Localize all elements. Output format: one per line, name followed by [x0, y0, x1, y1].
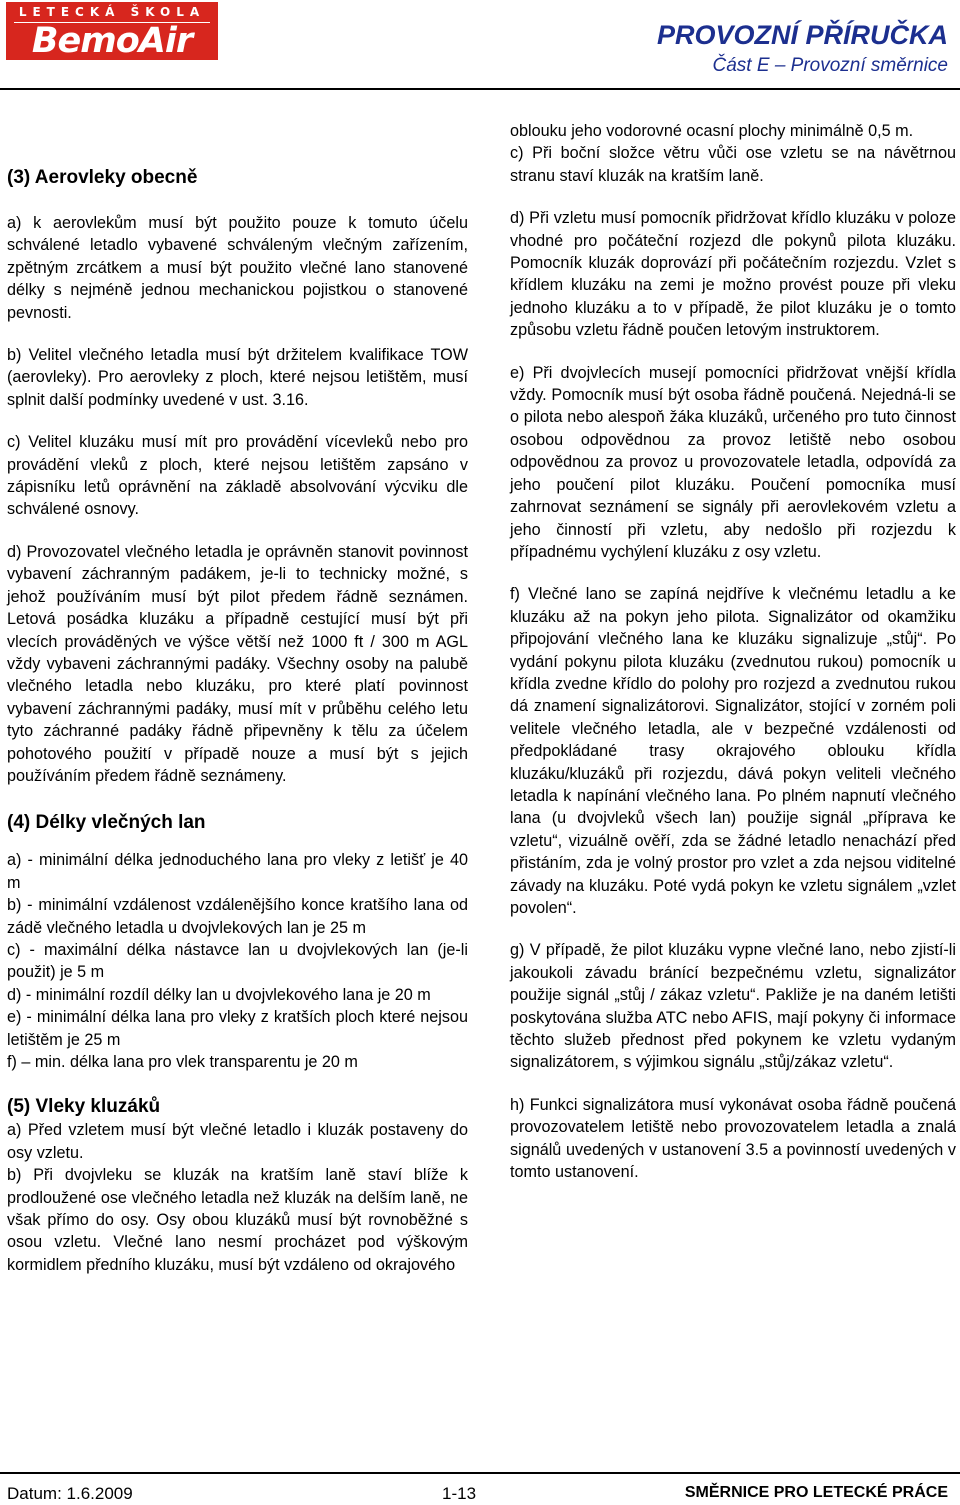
section-heading-3: (3) Aerovleky obecně: [7, 167, 198, 188]
list-item-4e: e) - minimální délka lana pro vleky z kratších ploch které nejsou letištěm je 25 m: [7, 1008, 468, 1049]
left-column: [7, 110, 468, 1276]
paragraph-5h: h) Funkci signalizátora musí vykonávat osoba řádně poučená provozovatelem letiště nebo provozovatelem letadla a znalá signálů uvedených v ustanovení 3.5 a povinností uvedených v tomto ustanovení.: [510, 1095, 956, 1182]
page-number: 1-13: [442, 1484, 477, 1503]
list-item-4c: c) - maximální délka nástavce lan u dvojvlekových lan (je-li použit) je 5 m: [7, 940, 468, 982]
paragraph-5g: g) V případě, že pilot kluzáku vypne vlečné lano, nebo zjistí-li jakoukoli závadu bránící bezpečnému vzletu, signalizátor použije signál „stůj / zákaz vzletu“. Pakliže je na daném letišti poskytována služba ATC nebo AFIS, mají pokyny či informace těchto služeb přednost před pokynem ke vzletu vydaným signalizátorem, s výjimkou signálu „stůj/zákaz vzletu“.: [510, 941, 956, 1072]
section-heading-4: (4) Délky vlečných lan: [7, 812, 206, 834]
paragraph-3b: b) Velitel vlečného letadla musí být držitelem kvalifikace TOW (aerovleky). Pro aerovleky z ploch, které nejsou letištěm, musí splnit další podmínky uvedené v ust. 3.16.: [7, 346, 468, 409]
paragraph-3c: c) Velitel kluzáku musí mít pro provádění vícevleků nebo pro provádění vleků z ploch, které nejsou letištěm zapsáno v zápisníku letů oprávnění na základě absolvování výcviku dle schválené osnovy.: [7, 433, 468, 519]
paragraph-5c: c) Při boční složce větru vůči ose vzletu se na návětrnou stranu staví kluzák na kratším laně.: [510, 144, 956, 185]
logo-school-text: LETECKÁ ŠKOLA: [18, 5, 206, 19]
paragraph-3d: d) Provozovatel vlečného letadla je oprávněn stanovit povinnost vybavení záchranným padákem, je-li to technicky možné, s jehož používáním musí být pilot předem řádně seznámen. Letová posádka kluzáku a případně cestující musí být při vlecích prováděných ve výšce větší než 1000 ft / 300 m AGL vždy vybaveni záchrannými padáky. Všechny osoby na palubě vlečného letadla nebo kluzáku, pro které platí povinnost vybavení záchrannými padáky, musí mít v průběhu celého letu tyto záchranné padáky řádně připevněny k tělu za účelem pohotového použití v případě nouze a musí být s jejich používáním předem řádně seznámeny.: [7, 542, 468, 785]
footer-date: Datum: 1.6.2009: [7, 1484, 133, 1503]
manual-subtitle: Část E – Provozní směrnice: [712, 55, 948, 76]
paragraph-5e: e) Při dvojvlecích musejí pomocníci přidržovat vnější křídla vždy. Pomocník musí být osoba řádně poučená. Nejedná-li se o pilota nebo alespoň žáka kluzáků, určeného pro tuto činnost osobou odpovědnou za provoz letiště nebo osobou odpovědnou za provoz u provozovatele letadla, odpovídá za jeho poučení pilot kluzáku. Poučení pomocníka musí zahrnovat seznámení se signály při aerovlekovém vzletu a jeho činností při vzletu, aby nedošlo při rozjezdu k případnému vychýlení kluzáku z osy vzletu.: [510, 363, 956, 561]
paragraph-5d: d) Při vzletu musí pomocník přidržovat křídlo kluzáku v poloze vhodné pro počáteční rozjezd dle pokynů pilota kluzáku. Pomocník kluzák doprovází při počátečním rozjezdu. Vzlet s křídlem kluzáku na zemi je možno provést pouze při vleku jednoho kluzáku a to v případě, že pilot kluzáku je o tomto způsobu vzletu řádně poučen letovým instruktorem.: [510, 209, 956, 340]
bemoair-logo: [6, 2, 218, 60]
list-item-4a: a) - minimální délka jednoduchého lana pro vleky z letišť je 40 m: [7, 851, 468, 892]
header-rule: [0, 88, 960, 90]
manual-title: PROVOZNÍ PŘÍRUČKA: [656, 20, 948, 50]
footer-document-name: SMĚRNICE PRO LETECKÉ PRÁCE: [684, 1484, 948, 1501]
logo-brand-name: BemoAir: [31, 21, 193, 61]
section-heading-5: (5) Vleky kluzáků: [7, 1096, 161, 1118]
footer-rule: [0, 1472, 960, 1474]
paragraph-5f: f) Vlečné lano se zapíná nejdříve k vlečnému letadlu a ke kluzáku až na pokyn jeho pilota. Signalizátor od okamžiku připojování vlečného lana ke kluzáku signalizuje „stůj“. Po vydání pokynu pilota kluzáku (zvednutou rukou) pomocník u křídla zvedne křídlo do polohy pro rozjezd a zvednutou rukou dá znamení signalizátorovi. Signalizátor, stojící v zorném poli velitele vlečného letadla, ale v bezpečné vzdálenosti od předpokládané trasy okrajového oblouku křídla kluzáku/kluzáků při rozjezdu, dává pokyn veliteli vlečného letadla k napínání vlečného lana. Po plném napnutí vlečného lana (u dvojvleků všech lan) použije signál „příprava ke vzletu“, vizuálně ověří, zda se žádné letadlo nenachází před přistáním, zda je volný prostor pro vzlet a zda nejsou viditelné závady na kluzáku. Poté vydá pokyn ke vzletu signálem „vzlet povolen“.: [510, 585, 956, 917]
paragraph-5b: b) Při dvojvleku se kluzák na kratším laně staví blíže k prodloužené ose vlečného letadla než kluzák na delším laně, ne však přímo do osy. Osy obou kluzáků musí být rovnoběžné s osou vzletu. Vlečné lano nesmí procházet pod výškovým kormidlem předního kluzáku, musí být vzdáleno od okrajového: [7, 1166, 468, 1274]
list-item-4f: f) – min. délka lana pro vlek transparentu je 20 m: [7, 1053, 358, 1071]
paragraph-3a: a) k aerovlekům musí být použito pouze k tomuto účelu schválené letadlo vybavené schváleným vlečným zařízením, zpětným zrcátkem a musí být použito vlečné lano stanovené délky s nejméně jednou mechanickou pojistkou o stanovené pevnosti.: [7, 214, 468, 322]
list-item-4b: b) - minimální vzdálenost vzdálenějšího konce kratšího lana od zádě vlečného letadla u dvojvlekových lan je 25 m: [7, 896, 468, 937]
right-column: [510, 120, 956, 1183]
paragraph-5a: a) Před vzletem musí být vlečné letadlo i kluzák postaveny do osy vzletu.: [7, 1121, 468, 1162]
paragraph-5b-continued: oblouku jeho vodorovné ocasní plochy minimálně 0,5 m.: [510, 122, 914, 140]
list-item-4d: d) - minimální rozdíl délky lan u dvojvlekového lana je 20 m: [7, 985, 431, 1004]
